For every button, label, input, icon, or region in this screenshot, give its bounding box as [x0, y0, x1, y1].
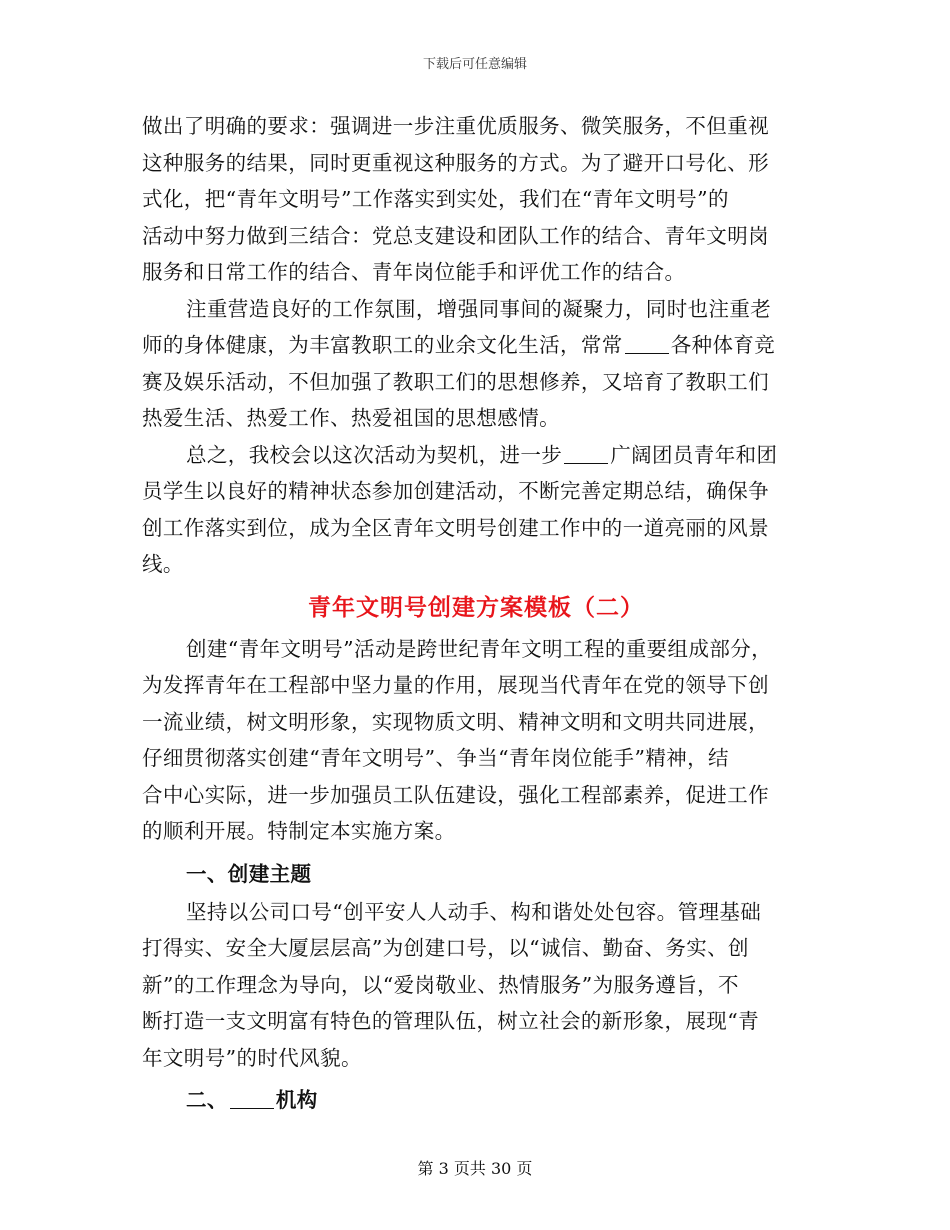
fill-blank — [564, 441, 608, 464]
fill-blank — [625, 331, 669, 354]
text-line: 服务和日常工作的结合、青年岗位能手和评优工作的结合。 — [142, 260, 686, 284]
page-header: 下载后可任意编辑 — [422, 57, 527, 72]
heading-prefix: 二、 — [186, 1088, 228, 1112]
text-line: 热爱生活、热爱工作、热爱祖国的思想感情。 — [142, 406, 560, 430]
fill-blank — [230, 1086, 274, 1109]
text-line: 注重营造良好的工作氛围，增强同事间的凝聚力，同时也注重老 — [186, 296, 772, 321]
paragraph-5 — [142, 894, 810, 1077]
heading-suffix: 机构 — [275, 1088, 318, 1112]
text-line: 这种服务的结果，同时更重视这种服务的方式。为了避开口号化、形 — [142, 150, 769, 175]
heading-organization — [142, 1080, 810, 1120]
section-title: 青年文明号创建方案模板（二） — [308, 593, 644, 621]
text-segment: 总之，我校会以这次活动为契机，进一步 — [186, 442, 563, 467]
page-content — [142, 108, 810, 1120]
text-line: 年文明号”的时代风貌。 — [142, 1045, 362, 1070]
text-line: 线。 — [142, 552, 184, 576]
paragraph-1 — [142, 108, 810, 291]
text-line: 员学生以良好的精神状态参加创建活动，不断完善定期总结，确保争 — [142, 479, 769, 503]
text-line: 为发挥青年在工程部中坚力量的作用，展现当代青年在党的领导下创 — [142, 673, 769, 697]
text-line: 赛及娱乐活动，不但加强了教职工们的思想修养，又培育了教职工们 — [142, 369, 769, 394]
text-line: 式化，把“青年文明号”工作落实到实处，我们在“青年文明号”的 — [142, 187, 729, 211]
paragraph-3 — [142, 437, 810, 583]
text-line: 新”的工作理念为导向，以“爱岗敬业、热情服务”为服务遵旨，不 — [142, 972, 739, 997]
text-line: 合中心实际，进一步加强员工队伍建设，强化工程部素养，促进工作 — [142, 782, 769, 807]
text-line: 做出了明确的要求：强调进一步注重优质服务、微笑服务，不但重视 — [142, 114, 769, 138]
text-line: 创建“青年文明号”活动是跨世纪青年文明工程的重要组成部分， — [186, 636, 773, 661]
text-segment: 师的身体健康，为丰富教职工的业余文化生活，常常 — [142, 333, 623, 357]
text-line — [142, 327, 810, 364]
page-footer: 第 3 页共 30 页 — [417, 1159, 533, 1178]
text-line: 一流业绩，树文明形象，实现物质文明、精神文明和文明共同进展， — [142, 709, 769, 734]
text-line: 仔细贯彻落实创建“青年文明号”、争当“青年岗位能手”精神，结 — [142, 746, 729, 770]
paragraph-2 — [142, 291, 810, 437]
text-line: 的顺利开展。特制定本实施方案。 — [142, 819, 456, 843]
text-line: 打得实、安全大厦层层高”为创建口号，以“诚信、勤奋、务实、创 — [142, 936, 749, 960]
text-line: 坚持以公司口号“创平安人人动手、构和谐处处包容。管理基础 — [186, 899, 762, 924]
heading-create-theme: 一、创建主题 — [186, 861, 312, 886]
text-segment: 各种体育竞 — [670, 333, 776, 357]
text-line: 活动中努力做到三结合：党总支建设和团队工作的结合、青年文明岗 — [142, 223, 769, 248]
text-line: 断打造一支文明富有特色的管理队伍，树立社会的新形象，展现“青 — [142, 1009, 759, 1033]
paragraph-4 — [142, 631, 810, 850]
text-line — [142, 437, 810, 474]
text-line: 创工作落实到位，成为全区青年文明号创建工作中的一道亮丽的风景 — [142, 515, 769, 540]
text-segment: 广阔团员青年和团 — [610, 442, 778, 467]
